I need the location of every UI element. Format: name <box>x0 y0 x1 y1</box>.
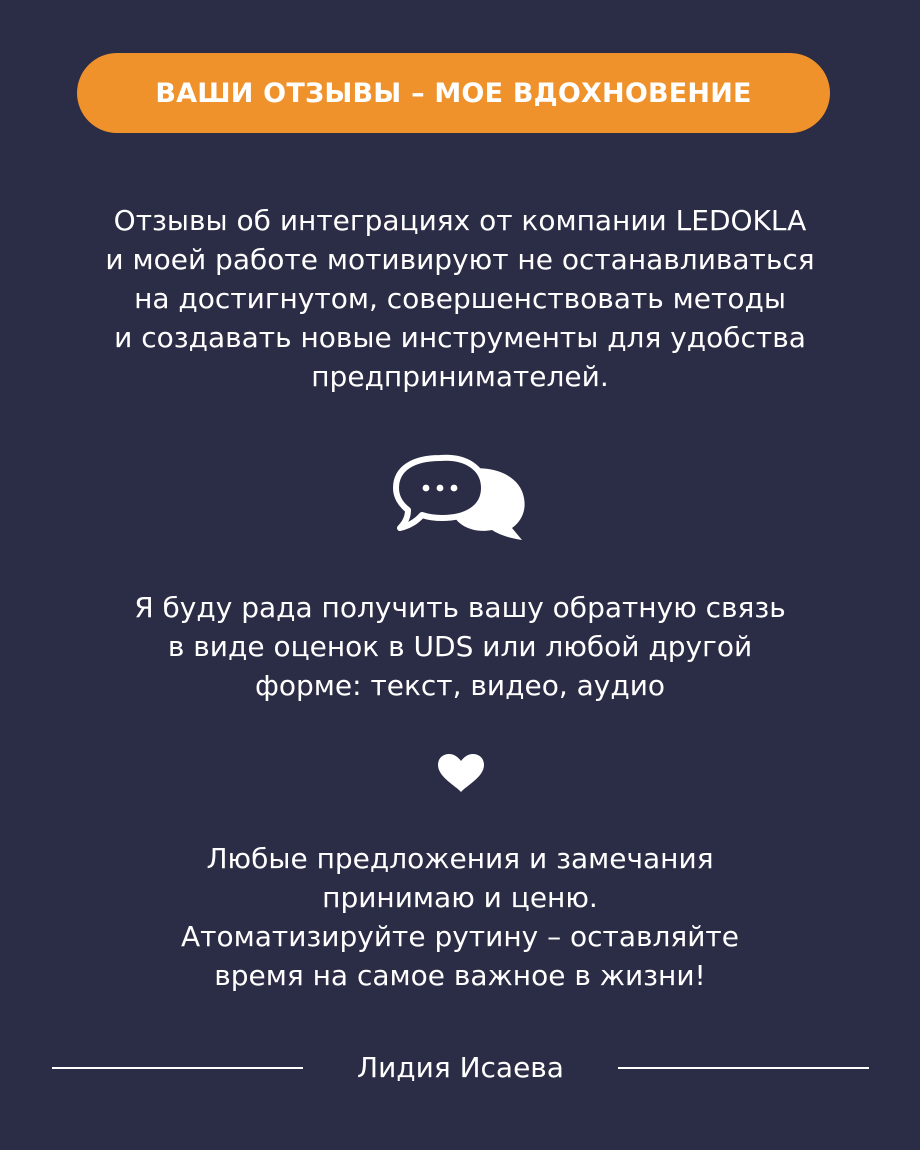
chat-bubbles-icon <box>392 448 528 542</box>
request-line: в виде оценок в UDS или любой другой <box>167 630 753 663</box>
intro-line: и создавать новые инструменты для удобства <box>114 321 806 354</box>
closing-line: время на самое важное в жизни! <box>214 959 706 992</box>
closing-line: Любые предложения и замечания <box>206 842 714 875</box>
intro-line: Отзывы об интеграциях от компании LEDOKLA <box>113 204 807 237</box>
request-line: Я буду рада получить вашу обратную связь <box>134 591 786 624</box>
intro-line: предпринимателей. <box>311 360 609 393</box>
intro-line: и моей работе мотивируют не останавливаться <box>105 243 815 276</box>
intro-line: на достигнутом, совершенствовать методы <box>134 282 786 315</box>
header-banner <box>77 53 830 133</box>
intro-paragraph <box>40 201 880 396</box>
request-line: форме: текст, видео, аудио <box>254 669 666 702</box>
heart-icon <box>436 752 486 794</box>
closing-line: Атоматизируйте рутину – оставляйте <box>181 920 739 953</box>
feedback-request-paragraph <box>40 588 880 705</box>
closing-paragraph <box>40 839 880 995</box>
divider-left <box>52 1067 303 1069</box>
divider-right <box>618 1067 869 1069</box>
author-signature: Лидия Исаева <box>357 1051 564 1084</box>
signature-row <box>0 1046 920 1090</box>
header-title: ВАШИ ОТЗЫВЫ – МОЕ ВДОХНОВЕНИЕ <box>155 77 752 109</box>
closing-line: принимаю и ценю. <box>322 881 598 914</box>
